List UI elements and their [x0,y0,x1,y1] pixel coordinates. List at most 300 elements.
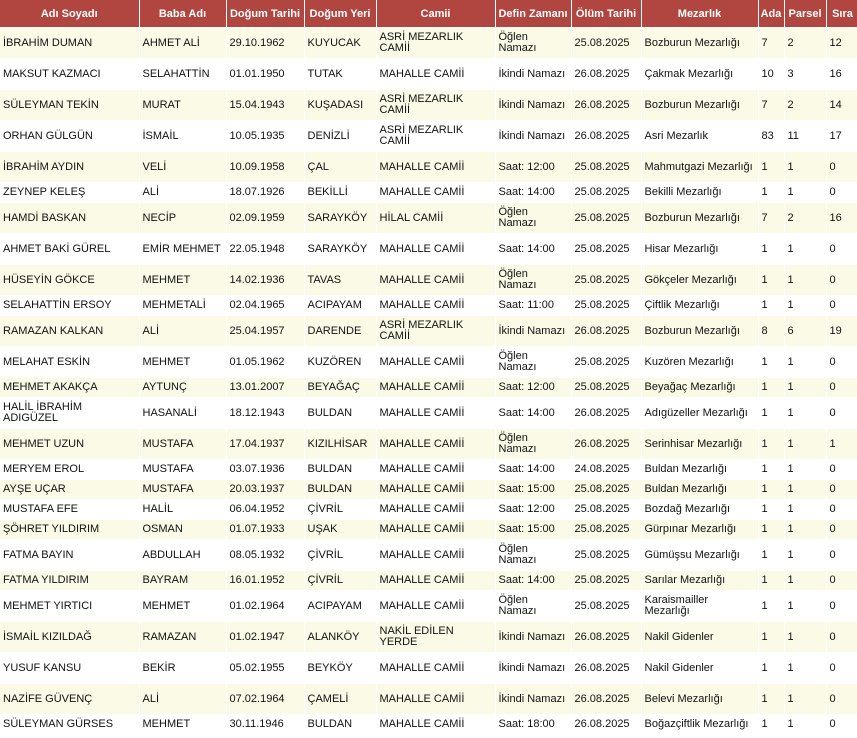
order-cell: 0 [826,520,857,540]
table-row [0,591,857,622]
order-cell: 1 [826,429,857,460]
father-name-cell: HALİL [139,500,226,520]
cemetery-cell: Boğazçiftlik Mezarlığı [641,715,758,735]
name-cell: NAZİFE GÜVENÇ [0,684,139,715]
mosque-cell: ASRİ MEZARLIK CAMİİ [376,90,495,121]
birth-date-cell: 29.10.1962 [226,28,304,59]
burial-time-cell: Saat: 12:00 [495,500,571,520]
block-cell: 1 [758,684,784,715]
block-cell: 1 [758,460,784,480]
header-cemetery: Mezarlık [641,0,758,28]
birth-place-cell: DARENDE [304,316,376,347]
burial-time-cell: Saat: 14:00 [495,183,571,203]
father-name-cell: MEHMET [139,591,226,622]
parcel-cell: 1 [784,460,826,480]
order-cell: 0 [826,378,857,398]
father-name-cell: AHMET ALİ [139,28,226,59]
cemetery-cell: Mahmutgazi Mezarlığı [641,152,758,183]
parcel-cell: 1 [784,622,826,653]
name-cell: ORHAN GÜLGÜN [0,121,139,152]
order-cell: 0 [826,296,857,316]
father-name-cell: HASANALİ [139,398,226,429]
burial-time-cell: Saat: 14:00 [495,571,571,591]
birth-date-cell: 15.04.1943 [226,90,304,121]
name-cell: FATMA BAYIN [0,540,139,571]
birth-date-cell: 10.05.1935 [226,121,304,152]
death-date-cell: 26.08.2025 [571,121,641,152]
cemetery-cell: Gümüşsu Mezarlığı [641,540,758,571]
parcel-cell: 11 [784,121,826,152]
name-cell: ZEYNEP KELEŞ [0,183,139,203]
mosque-cell: MAHALLE CAMİİ [376,571,495,591]
block-cell: 1 [758,571,784,591]
block-cell: 1 [758,398,784,429]
parcel-cell: 1 [784,571,826,591]
death-date-cell: 26.08.2025 [571,90,641,121]
father-name-cell: OSMAN [139,520,226,540]
block-cell: 1 [758,234,784,265]
block-cell: 10 [758,59,784,90]
block-cell: 1 [758,540,784,571]
burial-time-cell: Saat: 18:00 [495,715,571,735]
cemetery-cell: Gökçeler Mezarlığı [641,265,758,296]
table-row [0,152,857,183]
order-cell: 0 [826,500,857,520]
header-father-name: Baba Adı [139,0,226,28]
table-body [0,28,857,735]
death-date-cell: 25.08.2025 [571,296,641,316]
order-cell: 0 [826,398,857,429]
father-name-cell: RAMAZAN [139,622,226,653]
birth-place-cell: KIZILHİSAR [304,429,376,460]
order-cell: 0 [826,460,857,480]
name-cell: MEHMET AKAKÇA [0,378,139,398]
table-row [0,59,857,90]
block-cell: 7 [758,90,784,121]
name-cell: SÜLEYMAN GÜRSES [0,715,139,735]
name-cell: RAMAZAN KALKAN [0,316,139,347]
death-date-cell: 25.08.2025 [571,265,641,296]
mosque-cell: MAHALLE CAMİİ [376,460,495,480]
birth-place-cell: TUTAK [304,59,376,90]
table-row [0,378,857,398]
name-cell: HÜSEYİN GÖKCE [0,265,139,296]
table-row [0,571,857,591]
block-cell: 7 [758,28,784,59]
birth-date-cell: 02.04.1965 [226,296,304,316]
order-cell: 0 [826,234,857,265]
mosque-cell: ASRİ MEZARLIK CAMİİ [376,121,495,152]
parcel-cell: 1 [784,183,826,203]
death-date-cell: 26.08.2025 [571,398,641,429]
order-cell: 17 [826,121,857,152]
block-cell: 1 [758,296,784,316]
parcel-cell: 2 [784,203,826,234]
father-name-cell: MURAT [139,90,226,121]
birth-place-cell: BULDAN [304,460,376,480]
block-cell: 7 [758,203,784,234]
burial-time-cell: Öğlen Namazı [495,347,571,378]
father-name-cell: ABDULLAH [139,540,226,571]
father-name-cell: MUSTAFA [139,460,226,480]
mosque-cell: NAKİL EDİLEN YERDE [376,622,495,653]
death-date-cell: 25.08.2025 [571,28,641,59]
birth-date-cell: 13.01.2007 [226,378,304,398]
burial-time-cell: Öğlen Namazı [495,540,571,571]
order-cell: 0 [826,715,857,735]
header-birth-date: Doğum Tarihi [226,0,304,28]
table-row [0,500,857,520]
father-name-cell: İSMAİL [139,121,226,152]
name-cell: FATMA YILDIRIM [0,571,139,591]
birth-place-cell: BEKİLLİ [304,183,376,203]
mosque-cell: MAHALLE CAMİİ [376,653,495,684]
name-cell: AHMET BAKİ GÜREL [0,234,139,265]
cemetery-cell: Gürpınar Mezarlığı [641,520,758,540]
birth-place-cell: BEYKÖY [304,653,376,684]
table-header-row [0,0,857,28]
cemetery-cell: Asri Mezarlık [641,121,758,152]
parcel-cell: 1 [784,591,826,622]
mosque-cell: MAHALLE CAMİİ [376,591,495,622]
birth-place-cell: ÇAMELİ [304,684,376,715]
death-date-cell: 25.08.2025 [571,500,641,520]
parcel-cell: 1 [784,378,826,398]
mosque-cell: HİLAL CAMİİ [376,203,495,234]
order-cell: 0 [826,480,857,500]
order-cell: 0 [826,152,857,183]
cemetery-cell: Bozburun Mezarlığı [641,28,758,59]
block-cell: 1 [758,152,784,183]
father-name-cell: MEHMET [139,715,226,735]
block-cell: 1 [758,265,784,296]
header-block: Ada [758,0,784,28]
table-row [0,398,857,429]
order-cell: 0 [826,653,857,684]
name-cell: YUSUF KANSU [0,653,139,684]
death-date-cell: 26.08.2025 [571,684,641,715]
table-row [0,121,857,152]
parcel-cell: 2 [784,90,826,121]
death-date-cell: 25.08.2025 [571,347,641,378]
table-row [0,347,857,378]
table-row [0,460,857,480]
parcel-cell: 1 [784,500,826,520]
table-row [0,684,857,715]
birth-date-cell: 16.01.1952 [226,571,304,591]
parcel-cell: 1 [784,540,826,571]
name-cell: MUSTAFA EFE [0,500,139,520]
parcel-cell: 1 [784,653,826,684]
father-name-cell: BAYRAM [139,571,226,591]
cemetery-cell: Bozburun Mezarlığı [641,316,758,347]
burial-time-cell: Saat: 15:00 [495,520,571,540]
parcel-cell: 1 [784,265,826,296]
name-cell: İSMAİL KIZILDAĞ [0,622,139,653]
burial-time-cell: İkindi Namazı [495,59,571,90]
birth-place-cell: DENİZLİ [304,121,376,152]
death-date-cell: 26.08.2025 [571,653,641,684]
burial-time-cell: Öğlen Namazı [495,429,571,460]
cemetery-cell: Bozburun Mezarlığı [641,90,758,121]
birth-date-cell: 02.09.1959 [226,203,304,234]
birth-date-cell: 07.02.1964 [226,684,304,715]
father-name-cell: ALİ [139,684,226,715]
block-cell: 1 [758,622,784,653]
burial-time-cell: Saat: 14:00 [495,234,571,265]
mosque-cell: MAHALLE CAMİİ [376,234,495,265]
table-row [0,203,857,234]
mosque-cell: MAHALLE CAMİİ [376,265,495,296]
table-row [0,234,857,265]
death-date-cell: 25.08.2025 [571,378,641,398]
block-cell: 1 [758,183,784,203]
mosque-cell: MAHALLE CAMİİ [376,500,495,520]
burial-time-cell: İkindi Namazı [495,684,571,715]
table-row [0,715,857,735]
father-name-cell: SELAHATTİN [139,59,226,90]
birth-place-cell: UŞAK [304,520,376,540]
order-cell: 0 [826,684,857,715]
block-cell: 1 [758,480,784,500]
father-name-cell: AYTUNÇ [139,378,226,398]
father-name-cell: MEHMETALİ [139,296,226,316]
birth-date-cell: 01.01.1950 [226,59,304,90]
death-date-cell: 25.08.2025 [571,540,641,571]
mosque-cell: MAHALLE CAMİİ [376,296,495,316]
mosque-cell: MAHALLE CAMİİ [376,715,495,735]
death-date-cell: 25.08.2025 [571,183,641,203]
death-date-cell: 24.08.2025 [571,460,641,480]
birth-place-cell: ALANKÖY [304,622,376,653]
burial-time-cell: İkindi Namazı [495,316,571,347]
mosque-cell: ASRİ MEZARLIK CAMİİ [376,316,495,347]
header-name: Adı Soyadı [0,0,139,28]
parcel-cell: 1 [784,429,826,460]
mosque-cell: MAHALLE CAMİİ [376,684,495,715]
parcel-cell: 1 [784,715,826,735]
cemetery-cell: Bozburun Mezarlığı [641,203,758,234]
burial-time-cell: Saat: 12:00 [495,378,571,398]
cemetery-cell: Bekilli Mezarlığı [641,183,758,203]
block-cell: 1 [758,500,784,520]
burial-time-cell: İkindi Namazı [495,121,571,152]
block-cell: 1 [758,378,784,398]
father-name-cell: EMİR MEHMET [139,234,226,265]
table-row [0,429,857,460]
block-cell: 1 [758,347,784,378]
death-date-cell: 25.08.2025 [571,234,641,265]
table-row [0,653,857,684]
cemetery-cell: Nakil Gidenler [641,622,758,653]
cemetery-cell: Nakil Gidenler [641,653,758,684]
birth-place-cell: BULDAN [304,480,376,500]
name-cell: AYŞE UÇAR [0,480,139,500]
father-name-cell: ALİ [139,316,226,347]
parcel-cell: 1 [784,347,826,378]
birth-place-cell: ACIPAYAM [304,591,376,622]
birth-place-cell: ÇİVRİL [304,571,376,591]
order-cell: 14 [826,90,857,121]
cemetery-cell: Karaismailler Mezarlığı [641,591,758,622]
name-cell: HALİL İBRAHİM ADIGÜZEL [0,398,139,429]
order-cell: 0 [826,591,857,622]
birth-date-cell: 14.02.1936 [226,265,304,296]
order-cell: 0 [826,265,857,296]
table-row [0,28,857,59]
mosque-cell: MAHALLE CAMİİ [376,183,495,203]
name-cell: MAKSUT KAZMACI [0,59,139,90]
birth-place-cell: ACIPAYAM [304,296,376,316]
birth-date-cell: 30.11.1946 [226,715,304,735]
father-name-cell: MEHMET [139,265,226,296]
birth-date-cell: 10.09.1958 [226,152,304,183]
birth-date-cell: 03.07.1936 [226,460,304,480]
birth-place-cell: KUŞADASI [304,90,376,121]
block-cell: 83 [758,121,784,152]
burial-time-cell: Saat: 14:00 [495,460,571,480]
mosque-cell: MAHALLE CAMİİ [376,520,495,540]
birth-place-cell: TAVAS [304,265,376,296]
name-cell: SELAHATTİN ERSOY [0,296,139,316]
order-cell: 0 [826,347,857,378]
birth-place-cell: ÇİVRİL [304,540,376,571]
father-name-cell: MEHMET [139,347,226,378]
birth-date-cell: 22.05.1948 [226,234,304,265]
cemetery-cell: Çakmak Mezarlığı [641,59,758,90]
order-cell: 12 [826,28,857,59]
order-cell: 16 [826,203,857,234]
name-cell: SÜLEYMAN TEKİN [0,90,139,121]
burial-time-cell: İkindi Namazı [495,653,571,684]
mosque-cell: MAHALLE CAMİİ [376,378,495,398]
mosque-cell: MAHALLE CAMİİ [376,398,495,429]
burial-time-cell: Öğlen Namazı [495,591,571,622]
parcel-cell: 1 [784,296,826,316]
birth-date-cell: 18.12.1943 [226,398,304,429]
birth-place-cell: ÇİVRİL [304,500,376,520]
birth-place-cell: SARAYKÖY [304,203,376,234]
mosque-cell: MAHALLE CAMİİ [376,429,495,460]
birth-date-cell: 18.07.1926 [226,183,304,203]
table-row [0,183,857,203]
name-cell: ŞÖHRET YILDIRIM [0,520,139,540]
order-cell: 0 [826,540,857,571]
block-cell: 1 [758,429,784,460]
birth-place-cell: KUYUCAK [304,28,376,59]
birth-date-cell: 01.05.1962 [226,347,304,378]
block-cell: 1 [758,591,784,622]
burial-time-cell: Saat: 12:00 [495,152,571,183]
cemetery-cell: Adıgüzeller Mezarlığı [641,398,758,429]
burial-time-cell: Öğlen Namazı [495,28,571,59]
table-row [0,622,857,653]
table-row [0,296,857,316]
table-row [0,540,857,571]
name-cell: MERYEM EROL [0,460,139,480]
name-cell: MEHMET UZUN [0,429,139,460]
birth-date-cell: 06.04.1952 [226,500,304,520]
parcel-cell: 1 [784,398,826,429]
header-death-date: Ölüm Tarihi [571,0,641,28]
birth-date-cell: 17.04.1937 [226,429,304,460]
death-date-cell: 26.08.2025 [571,429,641,460]
birth-place-cell: BULDAN [304,398,376,429]
burial-time-cell: Saat: 15:00 [495,480,571,500]
death-date-cell: 25.08.2025 [571,520,641,540]
parcel-cell: 1 [784,684,826,715]
birth-date-cell: 20.03.1937 [226,480,304,500]
name-cell: İBRAHİM AYDIN [0,152,139,183]
cemetery-cell: Hisar Mezarlığı [641,234,758,265]
burial-time-cell: Saat: 11:00 [495,296,571,316]
mosque-cell: MAHALLE CAMİİ [376,152,495,183]
order-cell: 16 [826,59,857,90]
cemetery-cell: Beyağaç Mezarlığı [641,378,758,398]
birth-place-cell: KUZÖREN [304,347,376,378]
death-date-cell: 26.08.2025 [571,715,641,735]
parcel-cell: 2 [784,28,826,59]
parcel-cell: 1 [784,520,826,540]
table-row [0,480,857,500]
mosque-cell: MAHALLE CAMİİ [376,480,495,500]
mosque-cell: MAHALLE CAMİİ [376,347,495,378]
order-cell: 19 [826,316,857,347]
header-parcel: Parsel [784,0,826,28]
burial-time-cell: Saat: 14:00 [495,398,571,429]
birth-place-cell: BULDAN [304,715,376,735]
block-cell: 1 [758,715,784,735]
name-cell: MEHMET YIRTICI [0,591,139,622]
burial-time-cell: Öğlen Namazı [495,203,571,234]
mosque-cell: MAHALLE CAMİİ [376,540,495,571]
birth-date-cell: 05.02.1955 [226,653,304,684]
table-row [0,90,857,121]
header-order: Sıra [826,0,857,28]
father-name-cell: VELİ [139,152,226,183]
order-cell: 0 [826,183,857,203]
parcel-cell: 6 [784,316,826,347]
header-mosque: Camii [376,0,495,28]
cemetery-cell: Serinhisar Mezarlığı [641,429,758,460]
father-name-cell: BEKİR [139,653,226,684]
father-name-cell: MUSTAFA [139,480,226,500]
birth-date-cell: 01.02.1964 [226,591,304,622]
mosque-cell: MAHALLE CAMİİ [376,59,495,90]
parcel-cell: 1 [784,152,826,183]
parcel-cell: 3 [784,59,826,90]
cemetery-cell: Sarılar Mezarlığı [641,571,758,591]
block-cell: 1 [758,653,784,684]
name-cell: MELAHAT ESKİN [0,347,139,378]
birth-date-cell: 01.02.1947 [226,622,304,653]
name-cell: İBRAHİM DUMAN [0,28,139,59]
parcel-cell: 1 [784,234,826,265]
death-date-cell: 26.08.2025 [571,622,641,653]
birth-place-cell: SARAYKÖY [304,234,376,265]
name-cell: HAMDİ BASKAN [0,203,139,234]
parcel-cell: 1 [784,480,826,500]
header-birth-place: Doğum Yeri [304,0,376,28]
table-row [0,316,857,347]
table-row [0,265,857,296]
mosque-cell: ASRİ MEZARLIK CAMİİ [376,28,495,59]
cemetery-cell: Bozdağ Mezarlığı [641,500,758,520]
father-name-cell: MUSTAFA [139,429,226,460]
burial-time-cell: Öğlen Namazı [495,265,571,296]
cemetery-cell: Belevi Mezarlığı [641,684,758,715]
father-name-cell: ALİ [139,183,226,203]
